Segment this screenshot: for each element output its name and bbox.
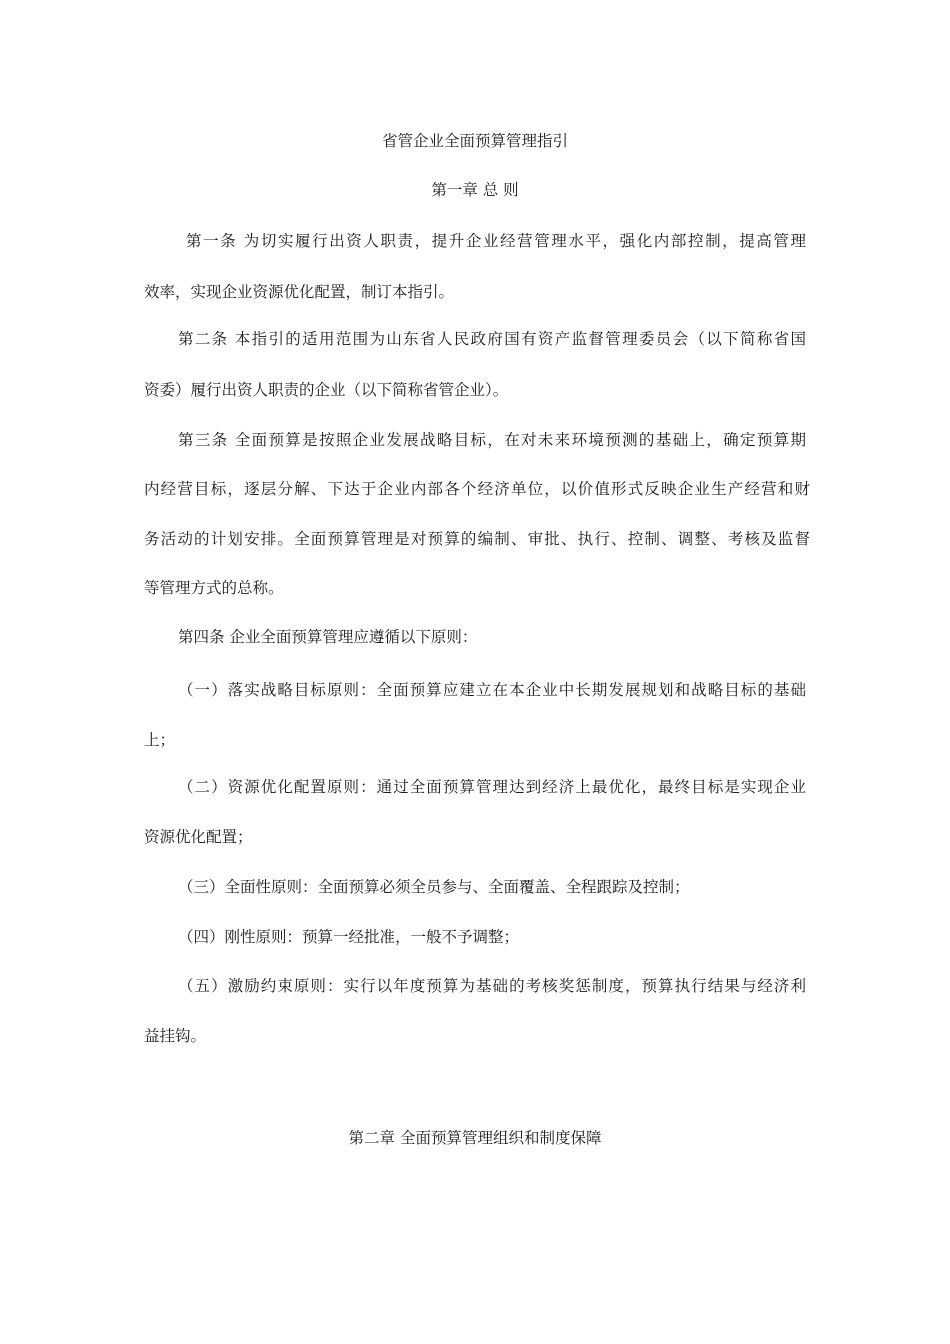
principle-5-line-2: 益挂钩。	[144, 1027, 207, 1045]
article-3-line-1: 第三条 全面预算是按照企业发展战略目标，在对未来环境预测的基础上，确定预算期	[178, 431, 806, 449]
chapter-2-heading: 第二章 全面预算管理组织和制度保障	[348, 1129, 602, 1147]
principle-3-line-1: （三）全面性原则：全面预算必须全员参与、全面覆盖、全程跟踪及控制；	[178, 878, 690, 896]
principle-1-line-2: 上；	[144, 731, 176, 749]
principle-2-line-2: 资源优化配置；	[144, 828, 253, 846]
document-title: 省管企业全面预算管理指引	[381, 132, 568, 150]
article-4-line-1: 第四条 企业全面预算管理应遵循以下原则：	[178, 628, 478, 646]
principle-2-line-1: （二）资源优化配置原则：通过全面预算管理达到经济上最优化，最终目标是实现企业	[178, 778, 806, 796]
chapter-1-heading: 第一章 总 则	[431, 181, 519, 199]
article-1-line-1: 第一条 为切实履行出资人职责，提升企业经营管理水平，强化内部控制，提高管理	[186, 232, 806, 250]
article-3-line-4: 等管理方式的总称。	[144, 579, 284, 597]
article-3-line-2: 内经营目标，逐层分解、下达于企业内部各个经济单位，以价值形式反映企业生产经营和财	[144, 480, 810, 498]
principle-5-line-1: （五）激励约束原则：实行以年度预算为基础的考核奖惩制度，预算执行结果与经济利	[178, 977, 806, 995]
principle-4-line-1: （四）刚性原则：预算一经批准，一般不予调整；	[178, 928, 520, 946]
article-2-line-1: 第二条 本指引的适用范围为山东省人民政府国有资产监督管理委员会（以下简称省国	[178, 330, 806, 348]
article-2-line-2: 资委）履行出资人职责的企业（以下简称省管企业）。	[144, 381, 509, 399]
principle-1-line-1: （一）落实战略目标原则：全面预算应建立在本企业中长期发展规划和战略目标的基础	[178, 681, 806, 699]
article-3-line-3: 务活动的计划安排。全面预算管理是对预算的编制、审批、执行、控制、调整、考核及监督	[144, 530, 810, 548]
article-1-line-2: 效率，实现企业资源优化配置，制订本指引。	[144, 283, 455, 301]
